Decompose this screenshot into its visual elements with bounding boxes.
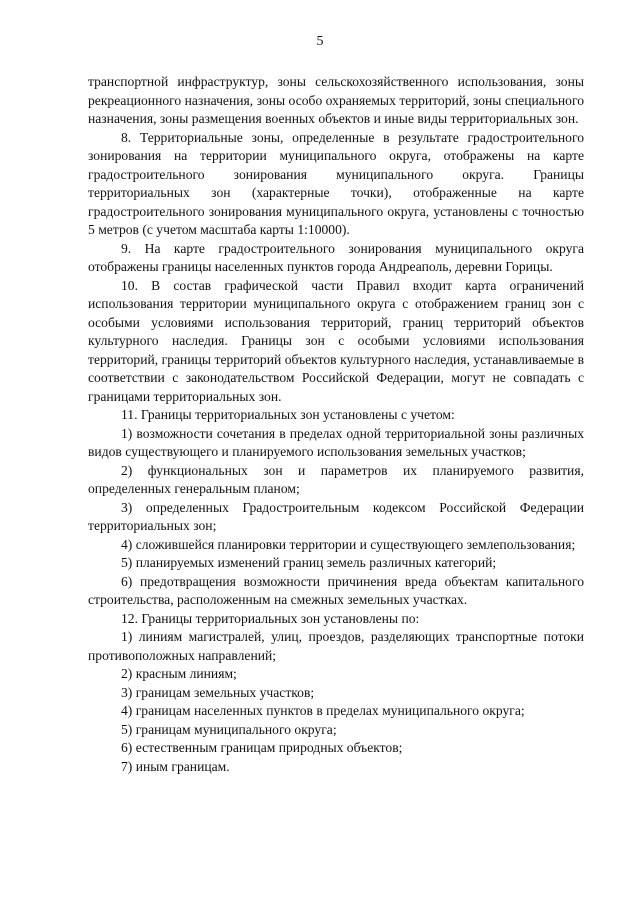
- paragraph: 1) возможности сочетания в пределах одной территориальной зоны различных видов существующего и планируемого использования земельных участков;: [88, 425, 584, 459]
- page-number: 5: [316, 34, 324, 49]
- paragraph: 8. Территориальные зоны, определенные в результате градостроительного зонирования на территории муниципального округа, отображены на карте градостроительного зонирования муниципального округа. Границы территориальных зон (характерные точки), отображенные на карте градостроительного зонирования муниципального округа, установлены с точностью 5 метров (с учетом масштаба карты 1:10000).: [88, 129, 584, 237]
- paragraph: 3) границам земельных участков;: [121, 684, 315, 700]
- paragraph: 6) предотвращения возможности причинения вреда объектам капитального строительства, расположенным на смежных земельных участках.: [88, 573, 584, 607]
- paragraph: 1) линиям магистралей, улиц, проездов, разделяющих транспортные потоки противоположных направлений;: [88, 629, 584, 663]
- document-body: [88, 73, 584, 776]
- paragraph: 7) иным границам.: [121, 758, 230, 774]
- paragraph: 5) границам муниципального округа;: [121, 721, 337, 737]
- paragraph: 12. Границы территориальных зон установлены по:: [121, 610, 420, 626]
- paragraph: 10. В состав графической части Правил входит карта ограничений использования территории муниципального округа с отображением границ зон с особыми условиями использования территорий, границ территорий объектов культурного наследия. Границы зон с особыми условиями использования территорий, границы территорий объектов культурного наследия, устанавливаемые в соответствии с законодательством Российской Федерации, могут не совпадать с границами территориальных зон.: [88, 277, 584, 404]
- paragraph: 11. Границы территориальных зон установлены с учетом:: [121, 407, 455, 422]
- paragraph: 6) естественным границам природных объектов;: [121, 740, 403, 755]
- paragraph: 2) красным линиям;: [121, 666, 237, 681]
- paragraph: 2) функциональных зон и параметров их планируемого развития, определенных генеральным планом;: [88, 462, 584, 496]
- paragraph: 4) сложившейся планировки территории и существующего землепользования;: [121, 536, 576, 552]
- paragraph: 3) определенных Градостроительным кодексом Российской Федерации территориальных зон;: [88, 499, 584, 533]
- paragraph: 9. На карте градостроительного зонирования муниципального округа отображены границы населенных пунктов города Андреаполь, деревни Горицы.: [88, 240, 584, 274]
- paragraph: транспортной инфраструктур, зоны сельскохозяйственного использования, зоны рекреационного назначения, зоны особо охраняемых территорий, зоны специального назначения, зоны размещения военных объектов и иные виды территориальных зон.: [88, 74, 584, 126]
- paragraph: 5) планируемых изменений границ земель различных категорий;: [121, 555, 497, 570]
- paragraph: 4) границам населенных пунктов в пределах муниципального округа;: [121, 703, 525, 718]
